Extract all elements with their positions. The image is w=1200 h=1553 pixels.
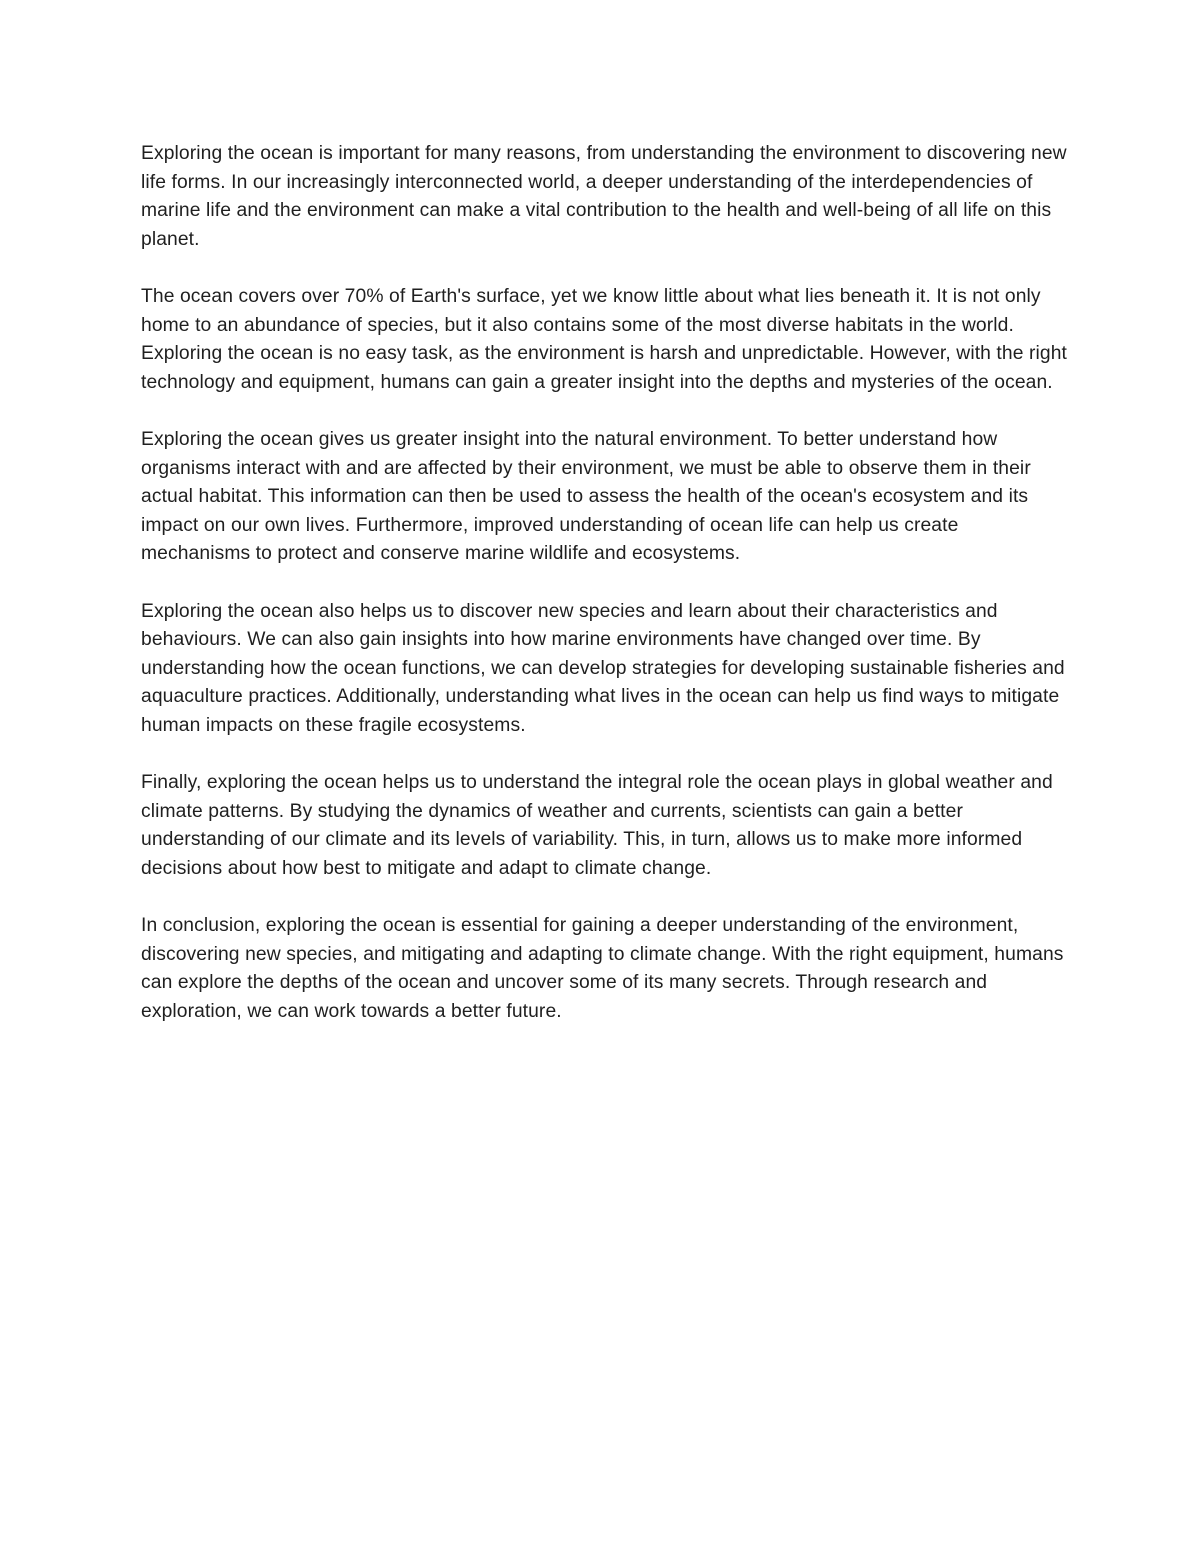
paragraph-ocean-coverage: The ocean covers over 70% of Earth's surface, yet we know little about what lies beneath it. It is not only home to an abundance of species, but it also contains some of the most diverse habitats in the world. Exploring the ocean is no easy task, as the environment is harsh and unpredictable. However, with the right technology and equipment, humans can gain a greater insight into the depths and mysteries of the ocean. [141,285,1068,393]
paragraph-climate: Finally, exploring the ocean helps us to understand the integral role the ocean plays in global weather and climate patterns. By studying the dynamics of weather and currents, scientists can gain a better understanding of our climate and its levels of variability. This, in turn, allows us to make more informed decisions about how best to mitigate and adapt to climate change. [141,772,1053,879]
paragraph-new-species: Exploring the ocean also helps us to discover new species and learn about their characteristics and behaviours. We can also gain insights into how marine environments have changed over time. By understanding how the ocean functions, we can develop strategies for developing sustainable fisheries and aquaculture practices. Additionally, understanding what lives in the ocean can help us find ways to mitigate human impacts on these fragile ecosystems. [141,600,1065,736]
paragraph-conclusion: In conclusion, exploring the ocean is essential for gaining a deeper understanding of the environment, discovering new species, and mitigating and adapting to climate change. With the right equipment, humans can explore the depths of the ocean and uncover some of its many secrets. Through research and exploration, we can work towards a better future. [141,915,1064,1022]
paragraph-natural-environment: Exploring the ocean gives us greater insight into the natural environment. To better understand how organisms interact with and are affected by their environment, we must be able to observe them in their actual habitat. This information can then be used to assess the health of the ocean's ecosystem and its impact on our own lives. Furthermore, improved understanding of ocean life can help us create mechanisms to protect and conserve marine wildlife and ecosystems. [141,428,1031,565]
paragraph-intro: Exploring the ocean is important for many reasons, from understanding the environment to discovering new life forms. In our increasingly interconnected world, a deeper understanding of the interdependencies of marine life and the environment can make a vital contribution to the health and well-being of all life on this planet. [141,143,1067,250]
document-body [141,140,1071,1055]
